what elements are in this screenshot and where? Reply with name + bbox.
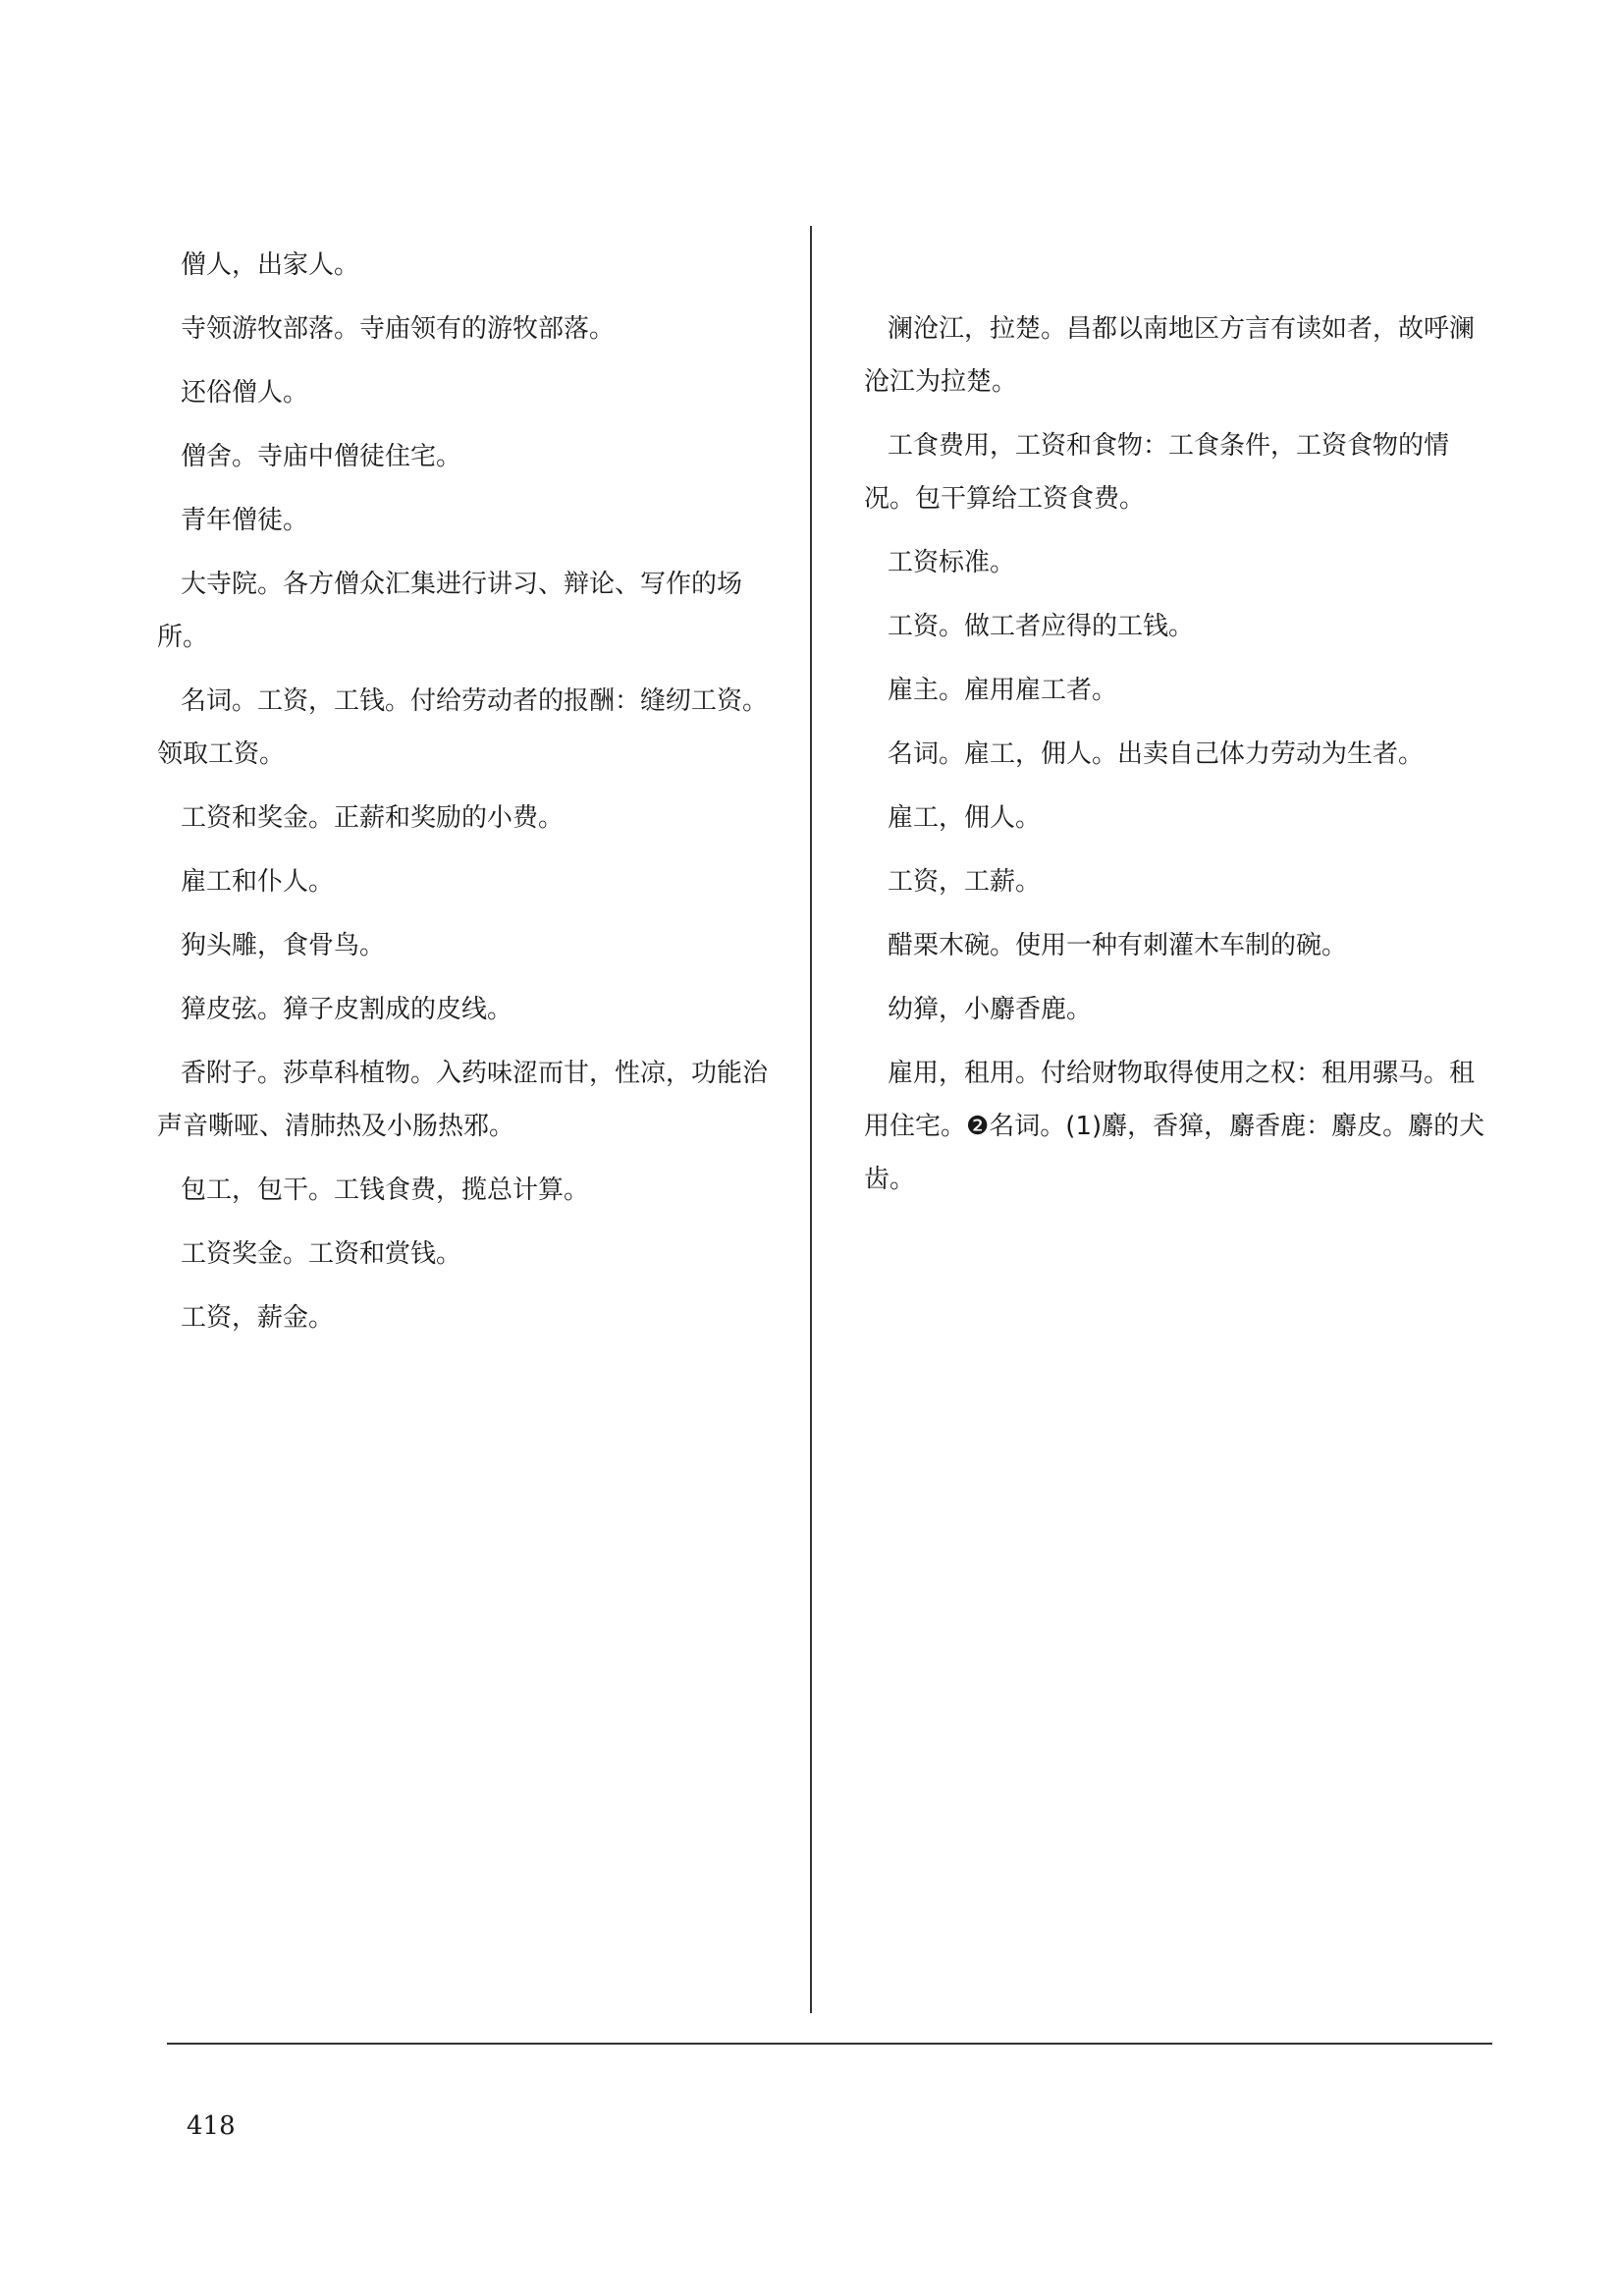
entry-gloss: 名词。工资，工钱。付给劳动者的报酬：缝纫工资。领取工资。 xyxy=(157,686,769,769)
entry-gloss: 僧舍。寺庙中僧徒住宅。 xyxy=(181,442,462,471)
dictionary-entry xyxy=(157,1225,785,1281)
dictionary-entry xyxy=(864,533,1492,589)
dictionary-entry xyxy=(864,1044,1492,1206)
entry-gloss: 工资标准。 xyxy=(888,548,1016,577)
dictionary-entry xyxy=(864,980,1492,1036)
entry-gloss: 工资和奖金。正薪和奖励的小费。 xyxy=(181,803,565,833)
entry-gloss: 狗头雕，食骨鸟。 xyxy=(181,931,386,960)
entry-gloss: 僧人，出家人。 xyxy=(181,250,360,280)
dictionary-entry xyxy=(157,363,785,419)
dictionary-entry xyxy=(864,300,1492,409)
page-number: 418 xyxy=(187,2111,236,2141)
right-column xyxy=(864,236,1492,1214)
entry-gloss: 包工，包干。工钱食费，揽总计算。 xyxy=(181,1175,590,1205)
entry-gloss: 幼獐，小麝香鹿。 xyxy=(888,995,1093,1024)
entry-gloss: 名词。雇工，佣人。出卖自己体力劳动为生者。 xyxy=(888,739,1425,769)
dictionary-entry xyxy=(157,789,785,845)
dictionary-entry xyxy=(864,661,1492,717)
entry-gloss: 工资奖金。工资和赏钱。 xyxy=(181,1239,462,1269)
dictionary-entry xyxy=(157,1288,785,1344)
dictionary-entry xyxy=(157,852,785,908)
dictionary-entry xyxy=(157,916,785,972)
entry-gloss: 工资，薪金。 xyxy=(181,1303,335,1333)
dictionary-entry xyxy=(157,672,785,781)
entry-gloss: 大寺院。各方僧众汇集进行讲习、辩论、写作的场所。 xyxy=(157,570,743,652)
dictionary-entry xyxy=(864,236,1492,292)
left-column xyxy=(157,236,785,1352)
dictionary-entry xyxy=(157,980,785,1036)
dictionary-entry xyxy=(157,427,785,483)
entry-gloss: 工资。做工者应得的工钱。 xyxy=(888,612,1195,641)
dictionary-entry xyxy=(157,555,785,664)
entry-gloss: 雇工和仆人。 xyxy=(181,867,335,897)
dictionary-entry xyxy=(157,1044,785,1153)
footer-rule xyxy=(167,2043,1492,2045)
entry-gloss: 雇工，佣人。 xyxy=(888,803,1042,833)
dictionary-entry xyxy=(157,236,785,292)
entry-gloss: 工资，工薪。 xyxy=(888,867,1042,897)
dictionary-entry xyxy=(864,916,1492,972)
dictionary-entry xyxy=(157,491,785,547)
entry-gloss: 工食费用，工资和食物：工食条件，工资食物的情况。包干算给工资食费。 xyxy=(864,431,1450,514)
entry-gloss: 青年僧徒。 xyxy=(181,506,309,535)
dictionary-entry xyxy=(864,789,1492,845)
entry-gloss: 寺领游牧部落。寺庙领有的游牧部落。 xyxy=(181,314,616,344)
column-divider xyxy=(810,226,812,2013)
entry-gloss: 还俗僧人。 xyxy=(181,378,309,408)
dictionary-entry xyxy=(864,416,1492,525)
entry-gloss: 澜沧江，拉楚。昌都以南地区方言有读如者，故呼澜沧江为拉楚。 xyxy=(864,314,1476,397)
entry-gloss: 雇用，租用。付给财物取得使用之权：租用骡马。租用住宅。❷名词。(1)麝，香獐，麝香鹿：麝皮。麝的犬齿。 xyxy=(864,1059,1485,1194)
dictionary-entry xyxy=(864,852,1492,908)
entry-gloss: 獐皮弦。獐子皮割成的皮线。 xyxy=(181,995,513,1024)
entry-gloss: 雇主。雇用雇工者。 xyxy=(888,676,1118,705)
entry-gloss: 香附子。莎草科植物。入药味涩而甘，性凉，功能治声音嘶哑、清肺热及小肠热邪。 xyxy=(157,1059,769,1141)
dictionary-entry xyxy=(864,725,1492,781)
dictionary-entry xyxy=(157,300,785,355)
dictionary-entry xyxy=(864,597,1492,653)
page-footer xyxy=(187,2111,236,2141)
dictionary-entry xyxy=(157,1161,785,1217)
entry-gloss: 醋栗木碗。使用一种有刺灌木车制的碗。 xyxy=(888,931,1348,960)
